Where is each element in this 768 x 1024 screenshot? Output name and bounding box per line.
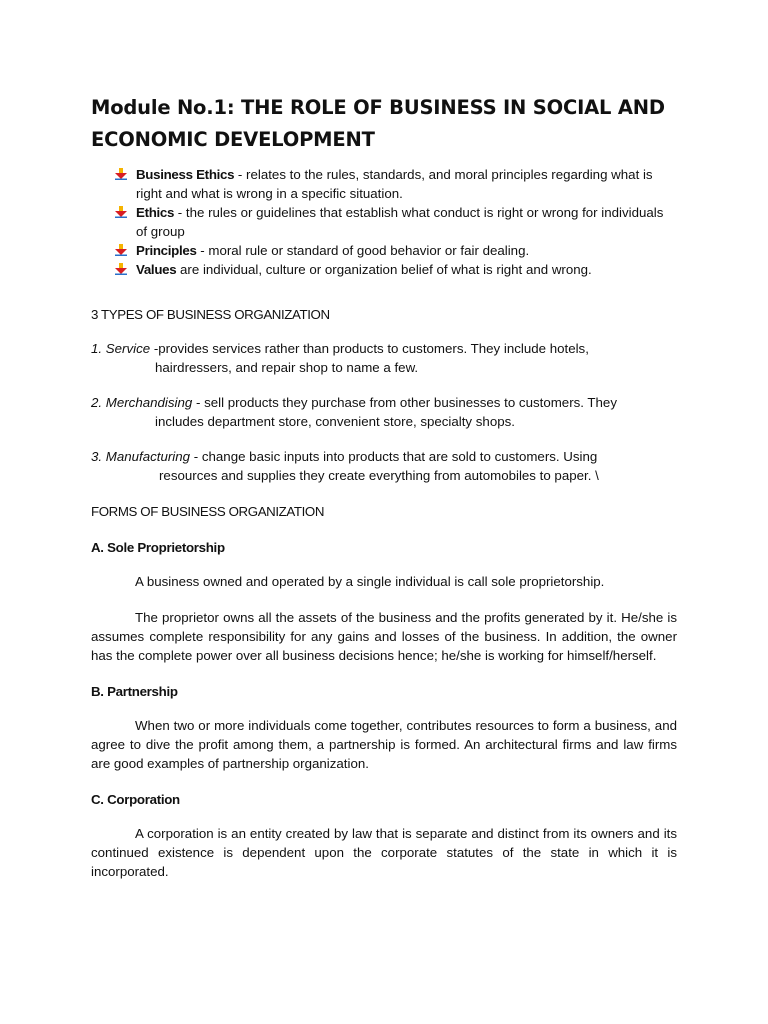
- definitions-list: [91, 165, 677, 279]
- module-title-line-2: ECONOMIC DEVELOPMENT: [91, 128, 375, 151]
- type-description: - change basic inputs into products that are sold to customers. Using: [190, 449, 598, 464]
- definition-ethics: [115, 203, 677, 241]
- arrow-down-bullet-icon: [115, 244, 127, 256]
- sole-proprietorship-paragraph-2: The proprietor owns all the assets of the business and the profits generated by it. He/she is assumes complete responsibility for any gains and losses of the business. In addition, the owner has the complete power over all business decisions hence; he/she is working for himself/herself.: [91, 610, 677, 663]
- type-description: - sell products they purchase from other businesses to customers. They: [192, 395, 617, 410]
- definition-term: Principles: [136, 243, 197, 258]
- partnership-paragraph: When two or more individuals come together, contributes resources to form a business, and agree to dive the profit among them, a partnership is formed. An architectural firms and law firms are good examples of partnership organization.: [91, 718, 677, 771]
- definition-text: - relates to the rules, standards, and moral principles regarding what is right and what is wrong in a specific situation.: [136, 167, 653, 201]
- module-title-line-1: Module No.1: THE ROLE OF BUSINESS IN SOCIAL AND: [91, 96, 665, 119]
- definition-term: Business Ethics: [136, 167, 235, 182]
- corporation-heading: C. Corporation: [91, 792, 180, 807]
- definition-term: Ethics: [136, 205, 175, 220]
- type-label: 3. Manufacturing: [91, 449, 191, 464]
- corporation-paragraph: A corporation is an entity created by law that is separate and distinct from its owners and its continued existence is dependent upon the corporate statutes of the state in which it is incorporated.: [91, 826, 677, 879]
- arrow-down-bullet-icon: [115, 263, 127, 275]
- module-title: [91, 92, 677, 156]
- sole-proprietorship-paragraph-1: A business owned and operated by a single individual is call sole proprietorship.: [135, 574, 605, 589]
- type-description-continued: includes department store, convenient store, specialty shops.: [155, 414, 515, 429]
- partnership-heading: B. Partnership: [91, 684, 178, 699]
- type-service: [91, 339, 677, 377]
- type-label: 1. Service: [91, 341, 151, 356]
- type-description: -provides services rather than products to customers. They include hotels,: [150, 341, 589, 356]
- type-description-continued: resources and supplies they create everything from automobiles to paper. \: [159, 468, 599, 483]
- sole-proprietorship-heading: A. Sole Proprietorship: [91, 540, 225, 555]
- definition-business-ethics: [115, 165, 677, 203]
- definition-text: - the rules or guidelines that establish what conduct is right or wrong for individuals of group: [136, 205, 664, 239]
- type-manufacturing: [91, 447, 677, 485]
- type-label: 2. Merchandising: [91, 395, 193, 410]
- definition-text: - moral rule or standard of good behavior or fair dealing.: [196, 243, 530, 258]
- definition-principles: [115, 241, 677, 260]
- definition-term: Values: [136, 262, 177, 277]
- forms-heading: FORMS OF BUSINESS ORGANIZATION: [91, 504, 325, 519]
- arrow-down-bullet-icon: [115, 206, 127, 218]
- types-heading: 3 TYPES OF BUSINESS ORGANIZATION: [91, 307, 330, 322]
- type-description-continued: hairdressers, and repair shop to name a few.: [155, 360, 419, 375]
- definition-text: are individual, culture or organization belief of what is right and wrong.: [176, 262, 592, 277]
- arrow-down-bullet-icon: [115, 168, 127, 180]
- definition-values: [115, 260, 677, 279]
- type-merchandising: [91, 393, 677, 431]
